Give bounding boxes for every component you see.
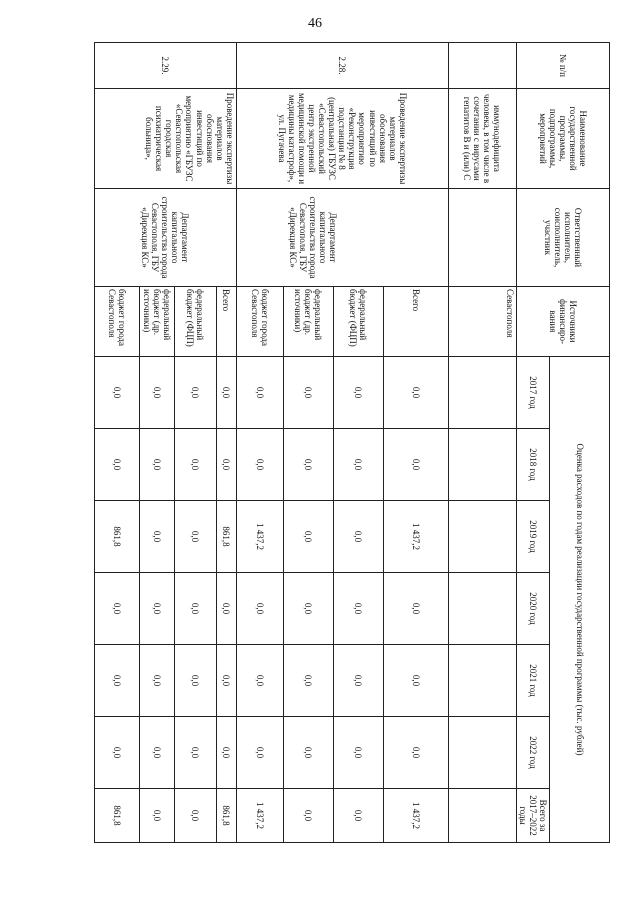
value-cell: 0,0 bbox=[383, 717, 448, 789]
source-label: бюджет города Севастополя bbox=[236, 287, 283, 357]
header-year: 2020 год bbox=[516, 573, 549, 645]
row-number: 2.28. bbox=[236, 43, 448, 89]
budget-table bbox=[94, 42, 610, 843]
value-cell: 0,0 bbox=[139, 717, 174, 789]
value-cell: 0,0 bbox=[139, 645, 174, 717]
value-cell: 0,0 bbox=[94, 573, 139, 645]
value-cell: 0,0 bbox=[236, 357, 283, 429]
header-year: 2022 год bbox=[516, 717, 549, 789]
table-row-continuation bbox=[448, 43, 516, 843]
header-year: 2018 год bbox=[516, 429, 549, 501]
source-label: Всего bbox=[383, 287, 448, 357]
value-cell-total: 0,0 bbox=[174, 789, 216, 843]
value-cell: 0,0 bbox=[174, 645, 216, 717]
source-label: федеральный бюджет (др. источники) bbox=[283, 287, 333, 357]
value-cell: 0,0 bbox=[94, 717, 139, 789]
header-group-title: Оценка расходов по годам реализации государственной программы (тыс. рублей) bbox=[550, 357, 610, 843]
header-name: Наименование государственной программы, подпрограммы, мероприятий bbox=[516, 89, 609, 189]
value-cell: 0,0 bbox=[174, 717, 216, 789]
value-cell: 0,0 bbox=[94, 357, 139, 429]
value-cell: 0,0 bbox=[139, 501, 174, 573]
header-total: Всего за 2017–2022 годы bbox=[516, 789, 549, 843]
header-year: 2021 год bbox=[516, 645, 549, 717]
source-label: федеральный бюджет (ФЦП) bbox=[174, 287, 216, 357]
value-cell-total: 1 437,2 bbox=[383, 789, 448, 843]
value-cell: 0,0 bbox=[333, 501, 383, 573]
value-cell: 0,0 bbox=[236, 429, 283, 501]
value-cell-total: 0,0 bbox=[283, 789, 333, 843]
value-cell: 0,0 bbox=[383, 573, 448, 645]
value-cell: 0,0 bbox=[216, 357, 236, 429]
value-cell: 0,0 bbox=[236, 573, 283, 645]
header-year: 2017 год bbox=[516, 357, 549, 429]
measure-name: Проведение экспертизы материалов обоснования инвестиций по мероприятию «Реконструкция подстанции № 8 (центральная) ГБУЗС «Севастопольский центр экстренной медицинской помощи и медицины катастроф», ул. Пугачева bbox=[236, 89, 448, 189]
value-cell: 0,0 bbox=[283, 357, 333, 429]
value-cell: 0,0 bbox=[333, 429, 383, 501]
value-cell: 0,0 bbox=[216, 573, 236, 645]
rotated-budget-table-wrapper bbox=[100, 42, 610, 842]
value-cell-total: 861,8 bbox=[94, 789, 139, 843]
header-responsible: Ответственный исполнитель, соисполнитель, участник bbox=[516, 189, 609, 287]
page-number: 46 bbox=[308, 16, 322, 31]
value-cell: 0,0 bbox=[174, 501, 216, 573]
table-row bbox=[216, 43, 236, 843]
value-cell: 0,0 bbox=[236, 645, 283, 717]
source-label: бюджет города Севастополя bbox=[94, 287, 139, 357]
header-no: № п/п bbox=[516, 43, 609, 89]
source-label: федеральный бюджет (ФЦП) bbox=[333, 287, 383, 357]
source-label: федеральный бюджет (др. источники) bbox=[139, 287, 174, 357]
value-cell: 0,0 bbox=[174, 573, 216, 645]
value-cell: 0,0 bbox=[383, 645, 448, 717]
value-cell: 0,0 bbox=[333, 573, 383, 645]
value-cell: 0,0 bbox=[383, 357, 448, 429]
value-cell: 0,0 bbox=[216, 717, 236, 789]
continuation-source: Севастополя bbox=[448, 287, 516, 357]
measure-name: Проведение экспертизы материалов обоснования инвестиций по мероприятию «ГБУЗС «Севастопольская городская психиатрическая больница», bbox=[94, 89, 236, 189]
continuation-name: иммунодефицита человека, в том числе в сочетании с вирусами гепатитов В и (или) С bbox=[448, 89, 516, 189]
value-cell: 0,0 bbox=[139, 357, 174, 429]
responsible-executor: Департамент капитального строительства города Севастополя, ГБУ «Дирекция КС» bbox=[94, 189, 236, 287]
value-cell: 0,0 bbox=[139, 573, 174, 645]
value-cell: 0,0 bbox=[383, 429, 448, 501]
row-number: 2.29. bbox=[94, 43, 236, 89]
value-cell: 0,0 bbox=[283, 573, 333, 645]
value-cell: 0,0 bbox=[236, 717, 283, 789]
value-cell: 1 437,2 bbox=[236, 501, 283, 573]
value-cell: 1 437,2 bbox=[383, 501, 448, 573]
value-cell: 0,0 bbox=[283, 429, 333, 501]
value-cell: 0,0 bbox=[283, 645, 333, 717]
header-year: 2019 год bbox=[516, 501, 549, 573]
responsible-executor: Департамент капитального строительства города Севастополя, ГБУ «Дирекция КС» bbox=[236, 189, 448, 287]
value-cell-total: 1 437,2 bbox=[236, 789, 283, 843]
value-cell: 0,0 bbox=[174, 357, 216, 429]
value-cell: 0,0 bbox=[174, 429, 216, 501]
value-cell: 0,0 bbox=[139, 429, 174, 501]
value-cell: 0,0 bbox=[333, 645, 383, 717]
value-cell-total: 0,0 bbox=[139, 789, 174, 843]
value-cell: 861,8 bbox=[216, 501, 236, 573]
value-cell: 861,8 bbox=[94, 501, 139, 573]
value-cell: 0,0 bbox=[216, 645, 236, 717]
value-cell-total: 861,8 bbox=[216, 789, 236, 843]
value-cell: 0,0 bbox=[333, 357, 383, 429]
value-cell: 0,0 bbox=[333, 717, 383, 789]
table-row bbox=[383, 43, 448, 843]
value-cell: 0,0 bbox=[283, 717, 333, 789]
value-cell: 0,0 bbox=[94, 429, 139, 501]
value-cell: 0,0 bbox=[283, 501, 333, 573]
header-sources: Источники финансиро-вания bbox=[516, 287, 609, 357]
value-cell: 0,0 bbox=[216, 429, 236, 501]
value-cell-total: 0,0 bbox=[333, 789, 383, 843]
source-label: Всего bbox=[216, 287, 236, 357]
value-cell: 0,0 bbox=[94, 645, 139, 717]
